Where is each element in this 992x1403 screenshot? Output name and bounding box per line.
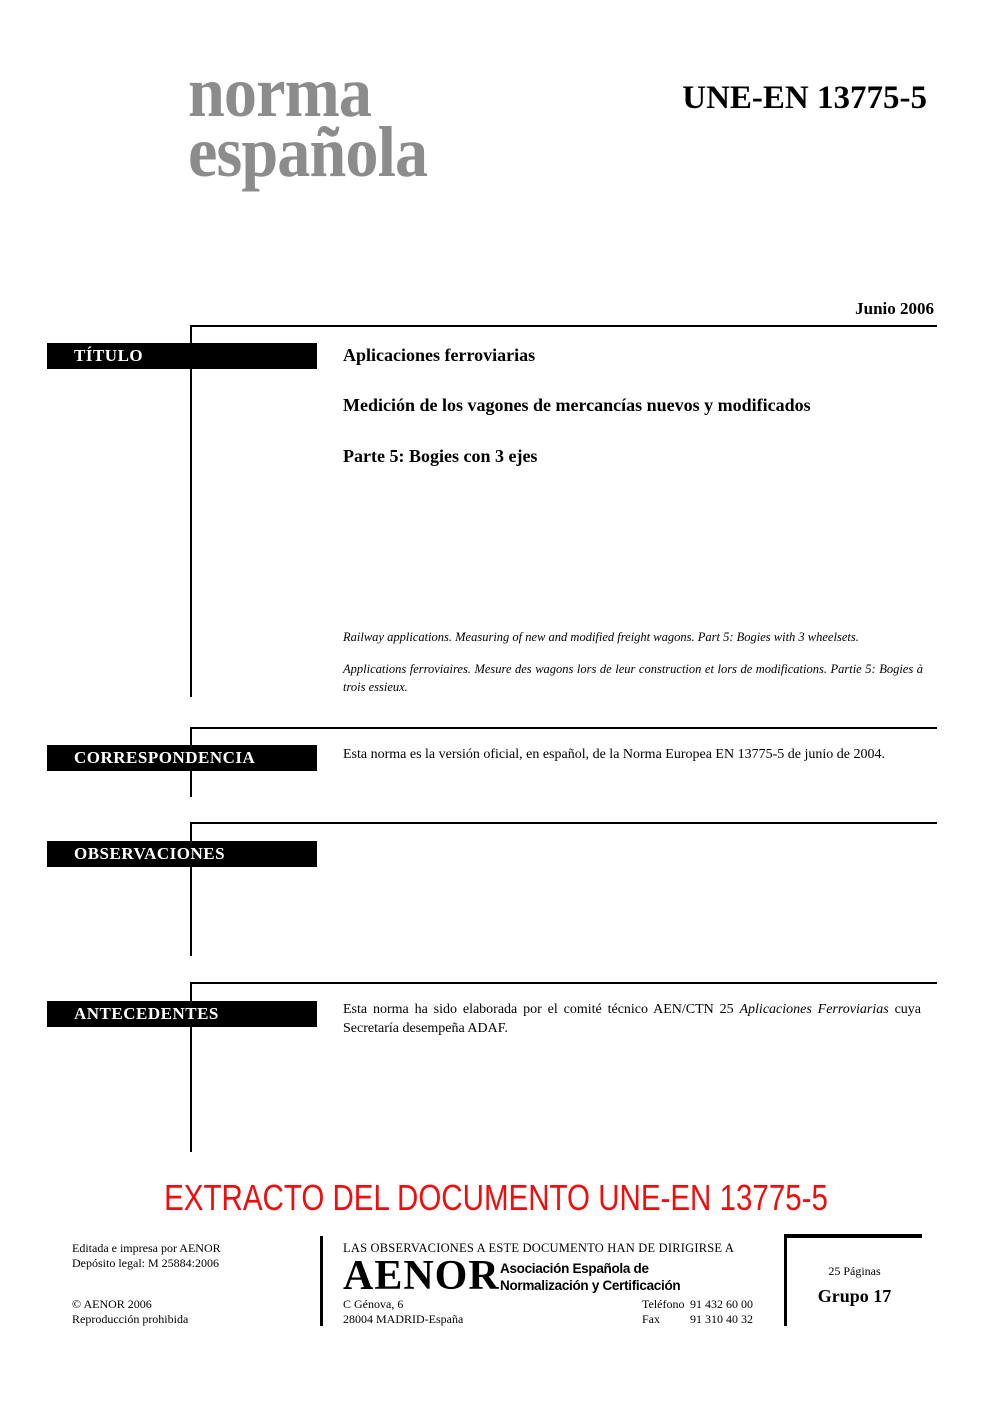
section-label-antecedentes: ANTECEDENTES — [47, 1001, 317, 1027]
rule-observaciones-top — [190, 822, 937, 824]
antecedentes-body-prefix: Esta norma ha sido elaborada por el comité técnico AEN/CTN 25 — [343, 1002, 740, 1017]
footer-edited-by: Editada e impresa por AENOR — [72, 1241, 221, 1255]
logo-line-1: norma — [188, 52, 372, 132]
footer-vertical-divider — [320, 1236, 323, 1326]
footer-copyright: © AENOR 2006 — [72, 1297, 152, 1311]
footer-fax-number: 91 310 40 32 — [690, 1312, 753, 1326]
rule-antecedentes-top — [190, 982, 937, 984]
antecedentes-body-italic: Aplicaciones Ferroviarias — [739, 1002, 889, 1017]
rule-correspondencia-top — [190, 727, 937, 729]
title-line-1: Aplicaciones ferroviarias — [343, 345, 536, 365]
footer-pages-group-box — [784, 1234, 922, 1326]
footer-phone-label: Teléfono — [642, 1297, 685, 1311]
footer-address-city: 28004 MADRID-España — [343, 1312, 464, 1326]
footer-page-count: 25 Páginas — [828, 1264, 881, 1278]
footer-reproduction-notice: Reproducción prohibida — [72, 1312, 189, 1326]
section-label-observaciones: OBSERVACIONES — [47, 841, 317, 867]
title-french-translation: Applications ferroviaires. Mesure des wagons lors de leur construction et lors de modifications. Partie 5: Bogies à trois essieux. — [343, 662, 923, 694]
logo-line-2: española — [188, 112, 428, 192]
footer-phone-number: 91 432 60 00 — [690, 1297, 753, 1311]
title-line-3: Parte 5: Bogies con 3 ejes — [343, 446, 538, 466]
footer-fax-label: Fax — [642, 1312, 660, 1326]
section-label-correspondencia: CORRESPONDENCIA — [47, 745, 317, 771]
correspondencia-body: Esta norma es la versión oficial, en español, de la Norma Europea EN 13775-5 de junio de 2004. — [343, 747, 885, 762]
footer-legal-deposit: Depósito legal: M 25884:2006 — [72, 1256, 219, 1270]
antecedentes-body — [343, 1000, 921, 1038]
rule-titulo-top — [190, 325, 937, 327]
rule-titulo-vertical — [190, 325, 192, 697]
footer-group-number: Grupo 17 — [817, 1286, 892, 1306]
aenor-tagline-line-2: Normalización y Certificación — [500, 1278, 681, 1293]
norma-espanola-logo — [188, 52, 428, 192]
aenor-logo: AENOR — [343, 1253, 500, 1299]
antecedentes-body-suffix: cuya Secretaría desempeña ADAF. — [343, 1002, 921, 1036]
title-english-translation: Railway applications. Measuring of new and modified freight wagons. Part 5: Bogies with 3 wheelsets. — [343, 630, 859, 644]
footer-observations-note: LAS OBSERVACIONES A ESTE DOCUMENTO HAN DE DIRIGIRSE A — [343, 1241, 735, 1255]
footer-address-street: C Génova, 6 — [343, 1297, 404, 1311]
issue-date: Junio 2006 — [855, 299, 934, 318]
aenor-tagline-line-1: Asociación Española de — [500, 1261, 649, 1276]
section-label-titulo: TÍTULO — [47, 343, 317, 369]
title-line-2: Medición de los vagones de mercancías nuevos y modificados — [343, 395, 811, 415]
extract-notice: EXTRACTO DEL DOCUMENTO UNE-EN 13775-5 — [164, 1177, 828, 1218]
document-code: UNE-EN 13775-5 — [682, 80, 927, 116]
